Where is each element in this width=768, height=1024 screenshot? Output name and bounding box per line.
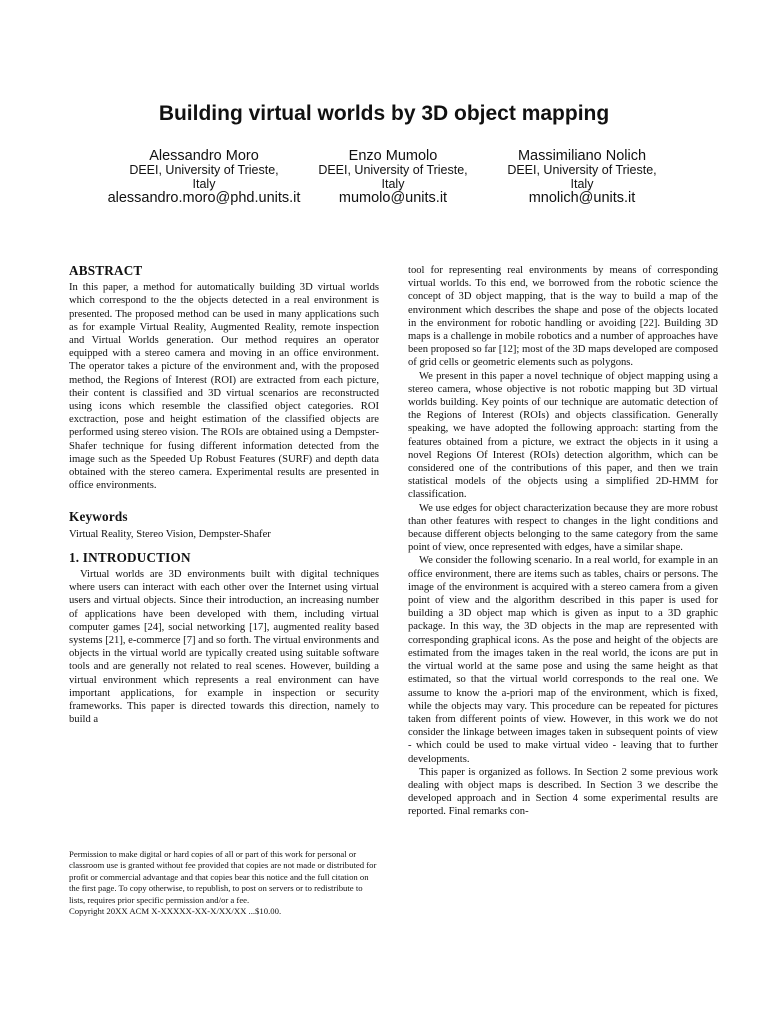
body-paragraph: This paper is organized as follows. In Section 2 some previous work dealing with object maps is described. In Section 3 we describe the developed approach and in Section 4 some experimental results are reported. Final remarks con-	[408, 766, 718, 818]
abstract-heading: ABSTRACT	[69, 263, 143, 278]
left-column	[69, 264, 379, 727]
author-name: Massimiliano Nolich	[517, 148, 647, 164]
body-paragraph: We use edges for object characterization because they are more robust than other features with respect to changes in the light conditions and because different objects belonging to the same category from the same point of view, once represented with edges, have a similar shape.	[408, 502, 718, 554]
body-paragraph: tool for representing real environments by means of corresponding virtual worlds. To this end, we borrowed from the robotic science the concept of 3D object mapping, that is the way to build a map of the environment which describes the shape and pose of the objects located in the environment for robotic handling or avoiding [22]. Building 3D maps is a challenge in mobile robotics and a number of approaches have been proposed so far [12]; most of the 3D maps developed are composed of grid cells or geometric elements such as polygons.	[408, 265, 718, 369]
author-country: Italy	[192, 177, 216, 191]
author-country: Italy	[570, 177, 594, 191]
author-affiliation: DEEI, University of Trieste,	[507, 163, 657, 177]
body-paragraph: We present in this paper a novel technique of object mapping using a stereo camera, whose objective is not robotic mapping but 3D virtual worlds building. Key points of our technique are automatic detection of the Regions of Interest (ROIs) and objects classification. Generally speaking, we have adopted the following approach: starting from the features obtained from a picture, we extract the objects in it using a novel Regions Of Interest (ROIs) detection algorithm, which can be considered one of the contributions of this paper, and then we train statistical models of the objects using a simplified 2D-HMM for classification.	[408, 370, 718, 501]
permission-notice	[69, 849, 379, 917]
intro-paragraph: Virtual worlds are 3D environments built with digital techniques where users can interact with each other over the Internet using virtual users and virtual objects. Since their introduction, an increasing number of applications have been developed with them, including virtual computer games [24], social networking [17], augmented reality based systems [21], e-commerce [7] and so forth. The virtual environments and objects in the virtual world are typically created using suitable software tools and are generally not related to real scenes. However, building a virtual environment which represents a real environment can have important applications, for example in inspection or security frameworks. This paper is directed towards this direction, namely to build a	[69, 569, 379, 726]
author-affiliation: DEEI, University of Trieste,	[129, 163, 279, 177]
abstract-text: In this paper, a method for automatically building 3D virtual worlds which correspond to the the objects detected in a real environment is presented. The proposed method can be used in many applications such as for example Virtual Reality, Augmented Reality, remote inspection and Virtual Worlds generation. Our method requires an operator equipped with a stereo camera and moving in an office environment. The operator takes a picture of the environment and, with the proposed method, the Regions of Interest (ROI) are extracted from each picture, their content is classified and 3D virtual scenarios are reconstructed using icons which resemble the classified object categories. ROI exctraction, pose and height estimation of the classified objects are performed using stereo vision. The ROIs are obtained using a Dempster-Shafer technique for fusing different information detected from the image such as the Speeded Up Robust Features (SURF) and depth data obtained with the stereo camera. Experimental results are presented in office environments.	[69, 282, 379, 492]
keywords-text: Virtual Reality, Stereo Vision, Dempster-Shafer	[69, 528, 271, 540]
permission-text: Permission to make digital or hard copies of all or part of this work for personal or classroom use is granted without fee provided that copies are not made or distributed for profit or commercial advantage and that copies bear this notice and the full citation on the first page. To copy otherwise, to republish, to post on servers or to redistribute to lists, requires prior specific permission and/or a fee.	[69, 849, 377, 905]
author-affiliation: DEEI, University of Trieste,	[318, 163, 468, 177]
paper-title: Building virtual worlds by 3D object mapping	[158, 102, 610, 126]
introduction-heading: 1. INTRODUCTION	[69, 549, 191, 565]
body-paragraph: We consider the following scenario. In a real world, for example in an office environment, there are items such as tables, chairs or persons. The image of the environment is acquired with a stereo camera from a given point of view and the algorithm described in this paper is used for building a 3D object map which is given as input to a 3D graphic package. In this way, the 3D objects in the map are represented with corresponding graphical icons. As the pose and height of the objects are estimated from the images taken in the real world, the icons are put in the virtual world at the same pose and using the same height as that estimated, so that the virtual world corresponds to the real one. We assume to know the a-priori map of the environment, which is fixed, while the objects may vary. This procedure can be repeated for pictures taken from different points of view. However, in this work we do not consider the linkage between images taken in subsequent points of view - which could be used to make virtual video - leaving that to further developments.	[408, 555, 718, 765]
author-email: mnolich@units.it	[528, 190, 636, 206]
author-name: Alessandro Moro	[149, 148, 259, 164]
author-name: Enzo Mumolo	[348, 148, 438, 164]
author-email: mumolo@units.it	[338, 190, 448, 206]
author-block	[467, 149, 697, 205]
author-country: Italy	[381, 177, 405, 191]
author-email: alessandro.moro@phd.units.it	[107, 190, 301, 206]
right-column	[408, 264, 718, 819]
keywords-heading: Keywords	[69, 509, 128, 525]
copyright-line: Copyright 20XX ACM X-XXXXX-XX-X/XX/XX ...$10.00.	[69, 906, 282, 917]
